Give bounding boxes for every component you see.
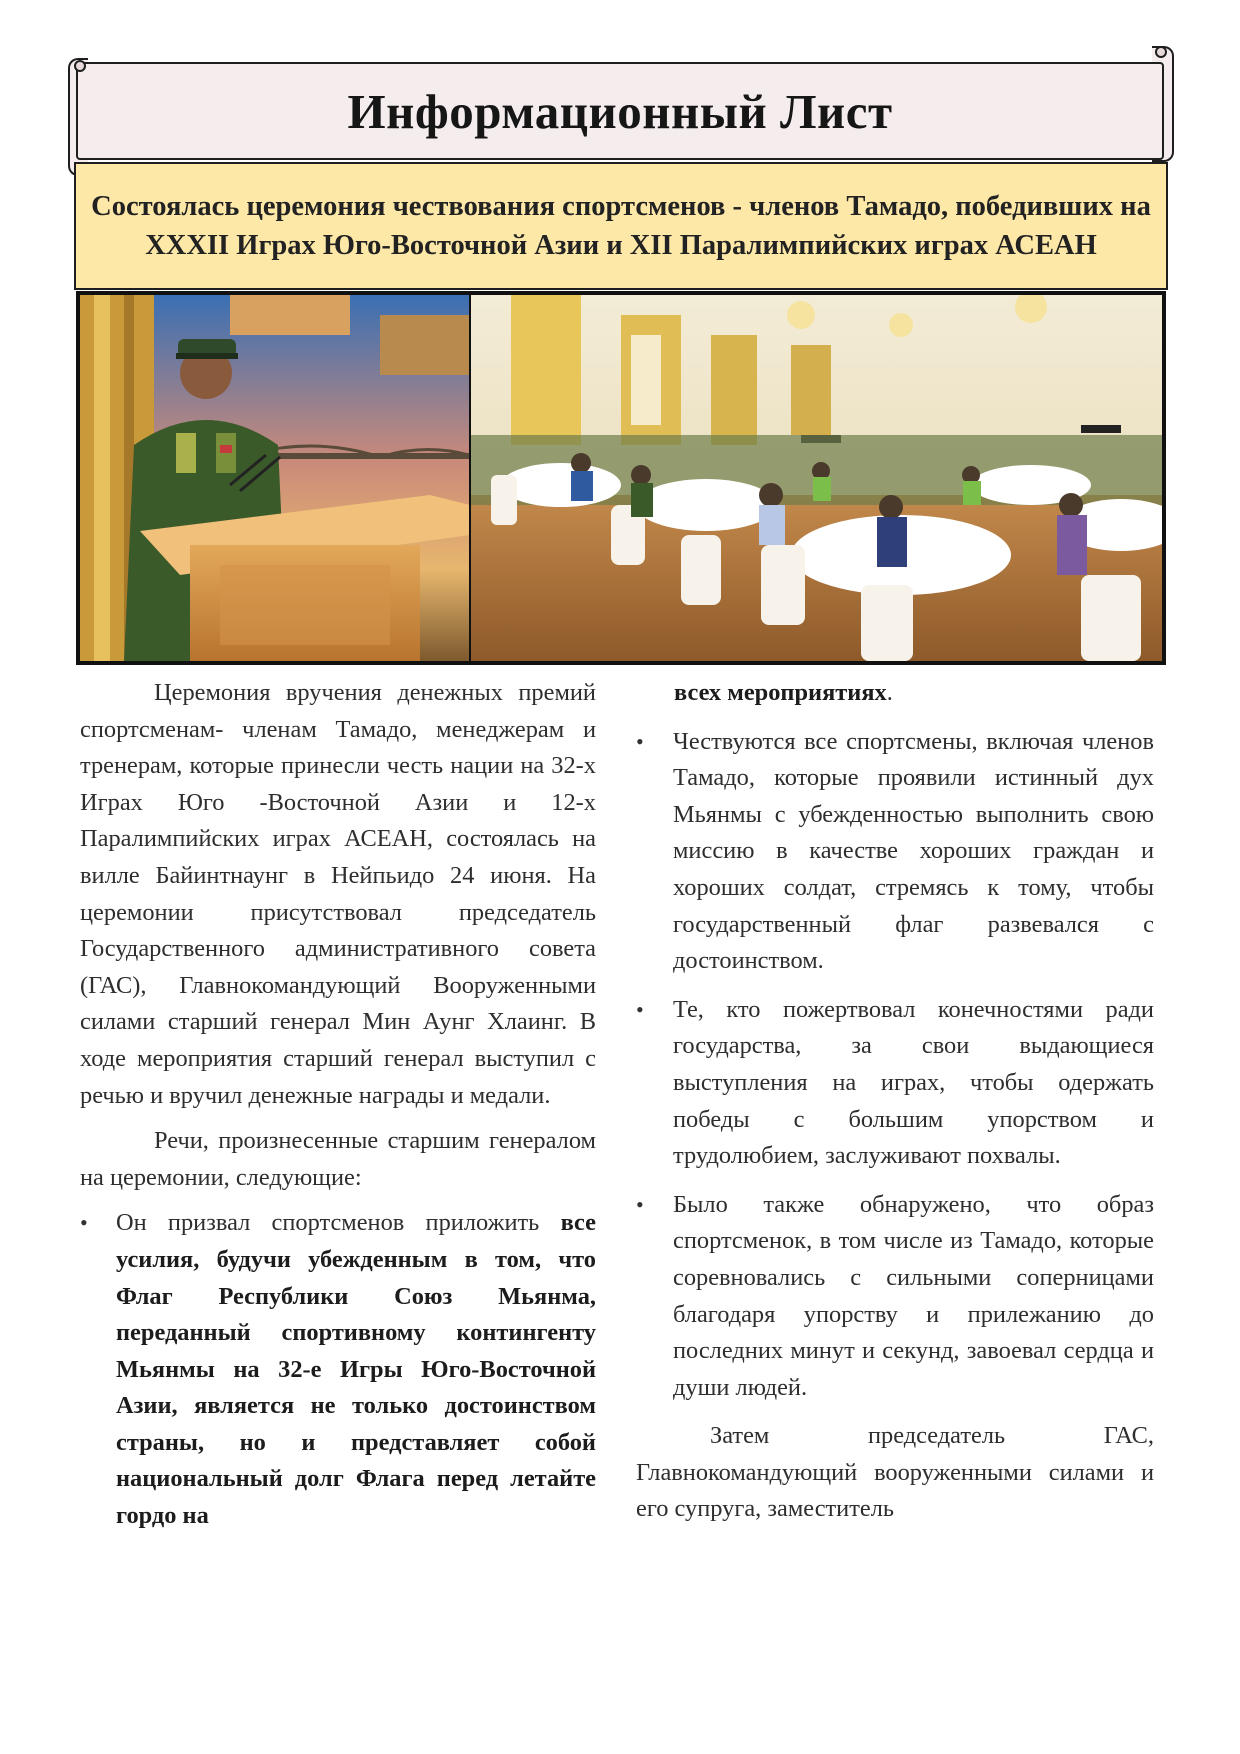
bullet-1-bold: все усилия, будучи убежденным в том, что Флаг Республики Союз Мьянма, переданный спортивному контингенту Мьянмы на 32-е Игры Юго-Восточной Азии, является не только достоинством страны, но и представляет собой национальный долг Флага перед летайте гордо на xyxy=(116,1209,596,1530)
speaker-photo xyxy=(80,295,469,661)
headline-text: Состоялась церемония чествования спортсменов - членов Тамадо, победивших на XXXII Играх Юго-Восточной Азии и XII Паралимпийских играх АСЕАН xyxy=(91,191,1151,261)
bullet-1-text: Он призвал спортсменов приложить xyxy=(116,1209,561,1237)
speech-bullets-left xyxy=(80,1205,596,1534)
bullet-1 xyxy=(80,1205,596,1534)
right-column xyxy=(636,675,1154,1537)
speech-bullets-right xyxy=(636,724,1154,1407)
banquet-photo xyxy=(471,295,1162,661)
speech-intro-paragraph: Речи, произнесенные старшим генералом на церемонии, следующие: xyxy=(80,1127,596,1191)
page-title: Информационный Лист xyxy=(347,83,893,139)
closing-paragraph: Затем председатель ГАС, Главнокомандующий вооруженными силами и его супруга, заместитель xyxy=(636,1422,1154,1523)
bullet-3: • Те, кто пожертвовал конечностями ради государства, за свои выдающиеся выступления на играх, чтобы одержать победы с большим упорством и трудолюбием, заслуживают похвалы. xyxy=(636,992,1154,1175)
intro-paragraph: Церемония вручения денежных премий спортсменам- членам Тамадо, менеджерам и тренерам, которые принесли честь нации на 32-х Играх Юго -Восточной Азии и 12-х Паралимпийских играх АСЕАН, состоялась на вилле Байинтнаунг в Нейпьидо 24 июня. На церемонии присутствовал председатель Государственного административного совета (ГАС), Главнокомандующий Вооруженными силами старший генерал Мин Аунг Хлаинг. В ходе мероприятия старший генерал выступил с речью и вручил денежные награды и медали. xyxy=(80,679,596,1109)
bullet-4: • Было также обнаружено, что образ спортсменок, в том числе из Тамадо, которые соревновались с сильными соперницами благодаря упорству и прилежанию до последних минут и секунд, завоевал сердца и души людей. xyxy=(636,1187,1154,1407)
speaker-at-podium-icon xyxy=(80,295,469,661)
banquet-hall-icon xyxy=(471,295,1162,661)
scroll-knob-right xyxy=(1155,46,1167,58)
bullet-1-continuation-end: . xyxy=(886,679,893,706)
bullet-1-continuation xyxy=(636,675,1154,712)
headline-box xyxy=(74,162,1168,290)
bullet-2: • Чествуются все спортсмены, включая членов Тамадо, которые проявили истинный дух Мьянмы с убежденностью выполнить свою миссию в качестве хороших граждан и хороших солдат, стремясь к тому, чтобы государственный флаг развевался с достоинством. xyxy=(636,724,1154,980)
bullet-1-continuation-bold: всех мероприятиях xyxy=(674,679,887,706)
left-column xyxy=(80,675,596,1547)
